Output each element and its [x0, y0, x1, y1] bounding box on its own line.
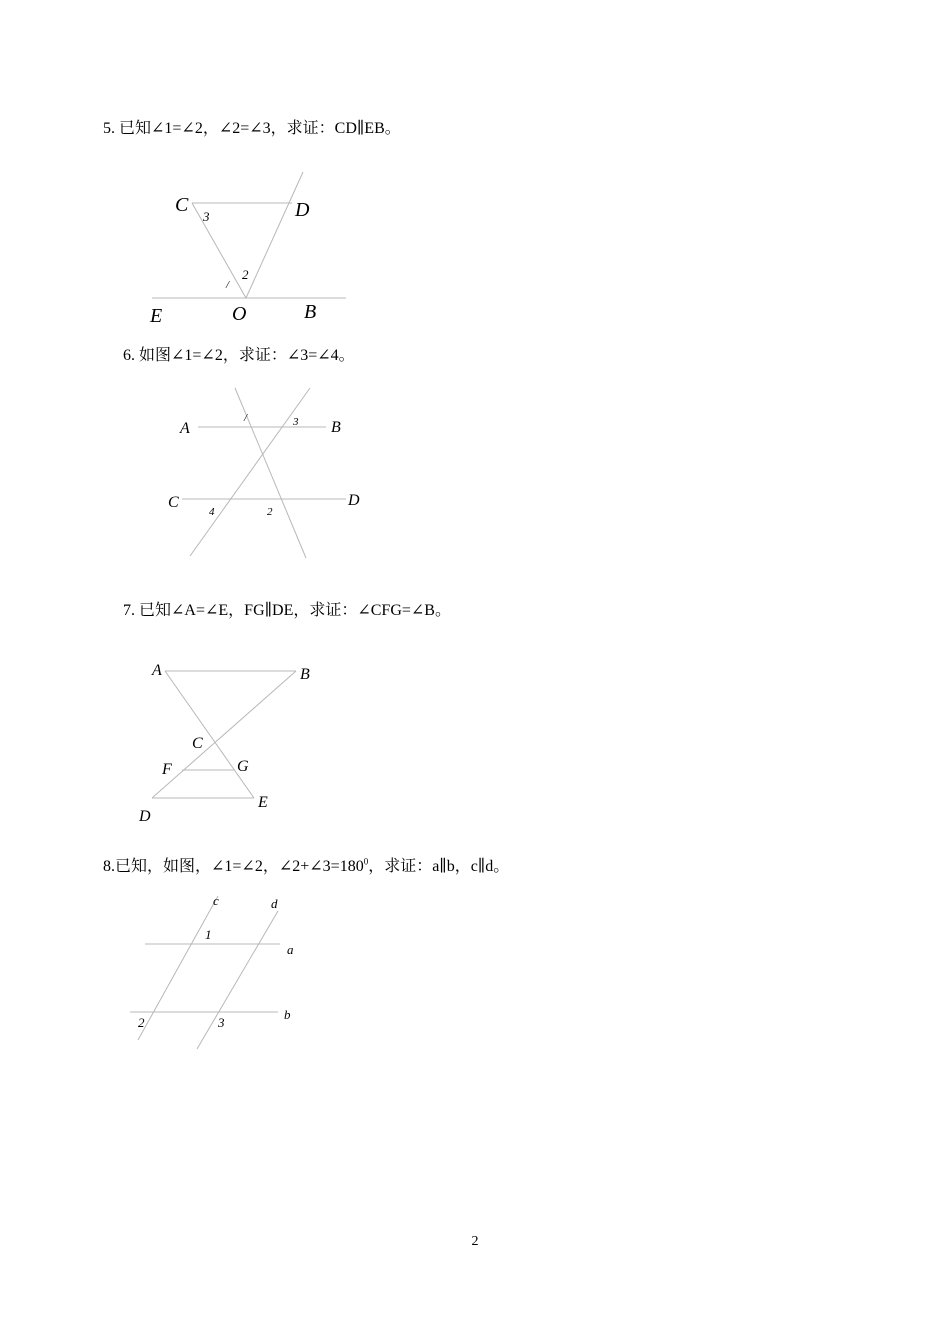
- label-angle-2: 2: [267, 506, 273, 518]
- label-c: C: [175, 194, 189, 216]
- line-ae: [165, 671, 254, 798]
- page-number: 2: [471, 1234, 479, 1249]
- label-g: G: [237, 758, 249, 775]
- label-c: C: [168, 494, 179, 511]
- label-d: D: [295, 199, 310, 221]
- label-b: B: [304, 301, 317, 323]
- label-o: O: [232, 303, 247, 325]
- problem-8-degree-superscript: 0: [363, 856, 369, 867]
- label-angle-2: 2: [242, 267, 249, 282]
- problem-8-statement-main: 8.已知，如图，∠1=∠2，∠2+∠3=180: [103, 858, 364, 875]
- problem-5-figure: [140, 165, 360, 335]
- label-b: B: [300, 666, 310, 683]
- label-e: E: [150, 305, 163, 327]
- problem-7-statement: 7. 已知∠A=∠E，FG∥DE，求证：∠CFG=∠B。: [123, 602, 451, 619]
- label-e: E: [258, 794, 268, 811]
- line-od: [246, 172, 303, 298]
- label-angle-3: 3: [203, 209, 210, 224]
- problem-8-statement: [103, 857, 509, 877]
- label-angle-1: /: [226, 279, 230, 291]
- label-a: A: [180, 420, 190, 437]
- problem-6-statement: 6. 如图∠1=∠2，求证：∠3=∠4。: [123, 347, 355, 364]
- label-d: D: [348, 492, 360, 509]
- line-cross-2: [190, 388, 310, 556]
- label-angle-4: 4: [209, 506, 215, 518]
- label-angle-1: /: [244, 412, 248, 424]
- problem-8-statement-end: ，求证：a∥b，c∥d。: [368, 858, 510, 875]
- line-bd: [152, 671, 296, 798]
- label-d: d: [271, 896, 278, 911]
- label-a: a: [287, 942, 294, 957]
- line-c: [138, 896, 218, 1040]
- problem-8-figure: [120, 890, 320, 1055]
- problem-5-statement: 5. 已知∠1=∠2，∠2=∠3，求证：CD∥EB。: [103, 120, 401, 137]
- label-f: F: [162, 761, 172, 778]
- label-angle-3: 3: [218, 1015, 225, 1030]
- problem-7-figure: [130, 655, 330, 835]
- label-angle-2: 2: [138, 1015, 145, 1030]
- label-angle-3: 3: [293, 416, 299, 428]
- problem-6-figure: [160, 380, 380, 565]
- label-a: A: [152, 662, 162, 679]
- label-b: B: [331, 419, 341, 436]
- label-d: D: [139, 808, 151, 825]
- label-c: C: [192, 735, 203, 752]
- label-angle-1: 1: [205, 927, 212, 942]
- label-b: b: [284, 1007, 291, 1022]
- line-co: [192, 203, 246, 298]
- label-c: c: [213, 893, 219, 908]
